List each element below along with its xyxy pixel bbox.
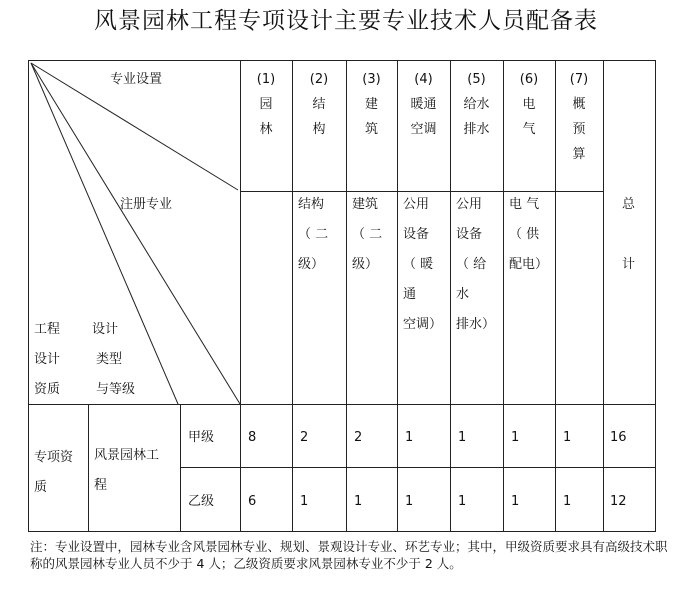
column-name-line: 概 — [572, 97, 586, 112]
value-cell: 1 — [511, 430, 520, 445]
header-split-line — [240, 191, 603, 192]
column-name-line: 给水 — [463, 97, 490, 112]
column-name-line: 算 — [572, 147, 586, 162]
registered-specialty-line: 结构 — [298, 197, 325, 212]
column-name-line: 园 — [259, 97, 273, 112]
header-left-1: 工程 — [34, 322, 61, 337]
column-name-line: 结 — [312, 97, 326, 112]
column-name-line: 气 — [522, 122, 536, 137]
column-name-line: 构 — [312, 122, 326, 137]
total-label-1: 总 — [622, 197, 636, 212]
registered-specialty-line: 空调） — [403, 317, 443, 332]
border-bottom — [28, 531, 656, 532]
value-cell: 6 — [248, 494, 257, 509]
header-left-4: 设计 — [92, 322, 119, 337]
header-left-3: 资质 — [34, 382, 61, 397]
value-cell: 1 — [563, 430, 572, 445]
column-name-line: 预 — [572, 122, 586, 137]
value-cell: 1 — [511, 494, 520, 509]
column-name-line: 空调 — [410, 122, 437, 137]
registered-specialty-line: 公用 — [403, 197, 430, 212]
header-registered-specialty: 注册专业 — [120, 197, 173, 212]
value-cell: 1 — [300, 494, 309, 509]
row-col-line-1 — [88, 404, 89, 532]
registered-specialty-line: 公用 — [456, 197, 483, 212]
grade-cell: 甲级 — [188, 430, 215, 445]
value-cell: 8 — [248, 430, 257, 445]
registered-specialty-line: 级） — [298, 257, 325, 272]
border-right — [655, 60, 656, 532]
col-line-8 — [603, 60, 604, 532]
footnote: 注：专业设置中，园林专业含风景园林专业、规划、景观设计专业、环艺专业；其中，甲级资质要求具有高级技术职称的风景园林专业人员不少于 4 人；乙级资质要求风景园林专业不少于 2 人。 — [30, 539, 668, 571]
registered-specialty-line: 配电） — [509, 257, 549, 272]
column-number: (1) — [256, 72, 276, 87]
border-left — [28, 60, 29, 532]
row-split-line — [180, 467, 656, 468]
registered-specialty-line: 通 — [403, 287, 417, 302]
registered-specialty-line: 设备 — [403, 227, 430, 242]
column-number: (7) — [569, 72, 589, 87]
grade-cell: 乙级 — [188, 494, 215, 509]
registered-specialty-line: 电 气 — [509, 197, 540, 212]
registered-specialty-line: （ 暖 — [403, 257, 434, 272]
column-name-line: 电 — [522, 97, 536, 112]
value-cell: 1 — [405, 494, 414, 509]
registered-specialty-line: （ 二 — [298, 227, 329, 242]
type-label-2: 程 — [94, 478, 108, 493]
column-name-line: 筑 — [364, 122, 378, 137]
header-left-2: 设计 — [34, 352, 61, 367]
header-left-6: 与等级 — [96, 382, 136, 397]
registered-specialty-line: （ 给 — [456, 257, 487, 272]
value-cell: 1 — [563, 494, 572, 509]
registered-specialty-line: 水 — [456, 287, 470, 302]
total-cell: 16 — [610, 430, 627, 445]
page-title: 风景园林工程专项设计主要专业技术人员配备表 — [94, 8, 598, 34]
column-number: (3) — [362, 72, 381, 87]
header-bottom-line — [28, 404, 656, 405]
type-label-1: 风景园林工 — [94, 448, 160, 463]
total-label-2: 计 — [622, 257, 636, 272]
registered-specialty-line: （ 供 — [509, 227, 540, 242]
value-cell: 1 — [458, 430, 467, 445]
header-left-5: 类型 — [96, 352, 123, 367]
column-number: (4) — [414, 72, 433, 87]
value-cell: 2 — [300, 430, 309, 445]
border-top — [28, 60, 656, 61]
column-name-line: 林 — [259, 122, 273, 137]
value-cell: 1 — [458, 494, 467, 509]
qualification-label-1: 专项资 — [34, 450, 74, 465]
value-cell: 1 — [354, 494, 363, 509]
registered-specialty-line: 排水） — [456, 317, 496, 332]
staffing-table — [28, 60, 656, 532]
column-name-line: 建 — [364, 97, 378, 112]
total-cell: 12 — [610, 494, 627, 509]
column-number: (5) — [467, 72, 486, 87]
registered-specialty-line: 级） — [352, 257, 379, 272]
registered-specialty-line: 设备 — [456, 227, 483, 242]
column-number: (6) — [519, 72, 539, 87]
value-cell: 1 — [405, 430, 414, 445]
column-name-line: 排水 — [463, 122, 490, 137]
registered-specialty-line: 建筑 — [352, 197, 379, 212]
header-specialty-setup: 专业设置 — [110, 72, 163, 87]
row-col-line-2 — [180, 404, 181, 532]
column-name-line: 暖通 — [410, 97, 437, 112]
qualification-label-2: 质 — [34, 480, 48, 495]
registered-specialty-line: （ 二 — [352, 227, 383, 242]
value-cell: 2 — [354, 430, 363, 445]
column-number: (2) — [309, 72, 329, 87]
